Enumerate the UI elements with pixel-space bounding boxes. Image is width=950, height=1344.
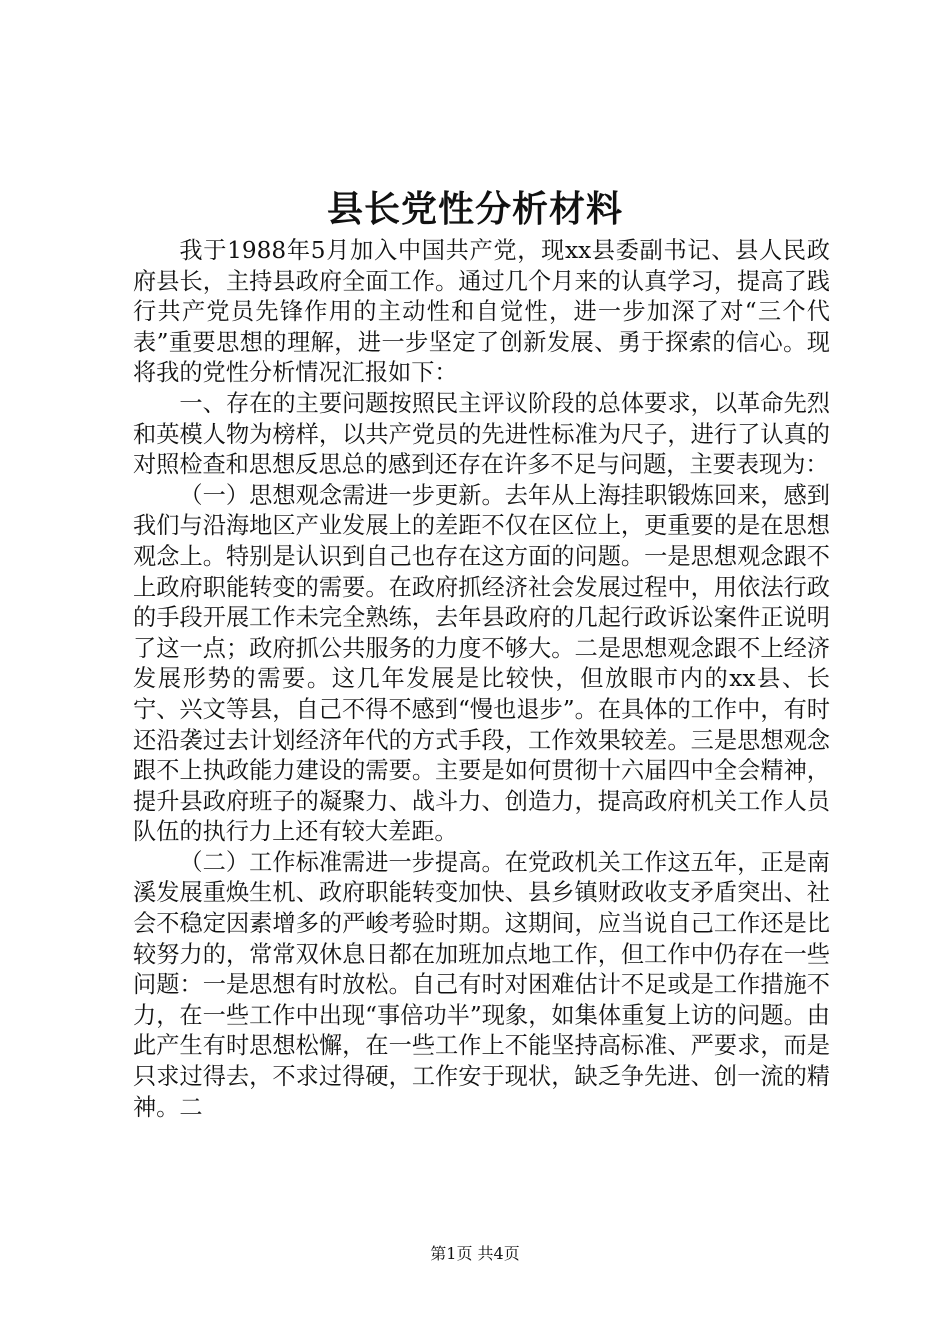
document-title: 县长党性分析材料 [326, 188, 623, 230]
page-footer: 第1页 共4页 [430, 1244, 520, 1263]
paragraph-intro: 我于1988年5月加入中国共产党，现xx县委副书记、县人民政府县长，主持县政府全面工作。通过几个月来的认真学习，提高了践行共产党员先锋作用的主动性和自觉性，进一步加深了对“三个代表”重要思想的理解，进一步坚定了创新发展、勇于探索的信心。现将我的党性分析情况汇报如下： [133, 237, 830, 387]
paragraph-section-1: 一、存在的主要问题按照民主评议阶段的总体要求，以革命先烈和英模人物为榜样，以共产党员的先进性标准为尺子，进行了认真的对照检查和思想反思总的感到还存在许多不足与问题，主要表现为： [133, 389, 830, 479]
paragraph-subsection-1: （一）思想观念需进一步更新。去年从上海挂职锻炼回来，感到我们与沿海地区产业发展上的差距不仅在区位上，更重要的是在思想观念上。特别是认识到自己也存在这方面的问题。一是思想观念跟不上政府职能转变的需要。在政府抓经济社会发展过程中，用依法行政的手段开展工作未完全熟练，去年县政府的几起行政诉讼案件正说明了这一点；政府抓公共服务的力度不够大。二是思想观念跟不上经济发展形势的需要。这几年发展是比较快，但放眼市内的xx县、长宁、兴文等县，自己不得不感到“慢也退步”。在具体的工作中，有时还沿袭过去计划经济年代的方式手段，工作效果较差。三是思想观念跟不上执政能力建设的需要。主要是如何贯彻十六届四中全会精神，提升县政府班子的凝聚力、战斗力、创造力，提高政府机关工作人员队伍的执行力上还有较大差距。 [133, 481, 830, 846]
paragraph-subsection-2: （二）工作标准需进一步提高。在党政机关工作这五年，正是南溪发展重焕生机、政府职能转变加快、县乡镇财政收支矛盾突出、社会不稳定因素增多的严峻考验时期。这期间，应当说自己工作还是比较努力的，常常双休息日都在加班加点地工作，但工作中仍存在一些问题：一是思想有时放松。自己有时对困难估计不足或是工作措施不力，在一些工作中出现“事倍功半”现象，如集体重复上访的问题。由此产生有时思想松懈，在一些工作上不能坚持高标准、严要求，而是只求过得去，不求过得硬，工作安于现状，缺乏争先进、创一流的精神。二 [133, 848, 830, 1121]
document-body [133, 236, 830, 1123]
